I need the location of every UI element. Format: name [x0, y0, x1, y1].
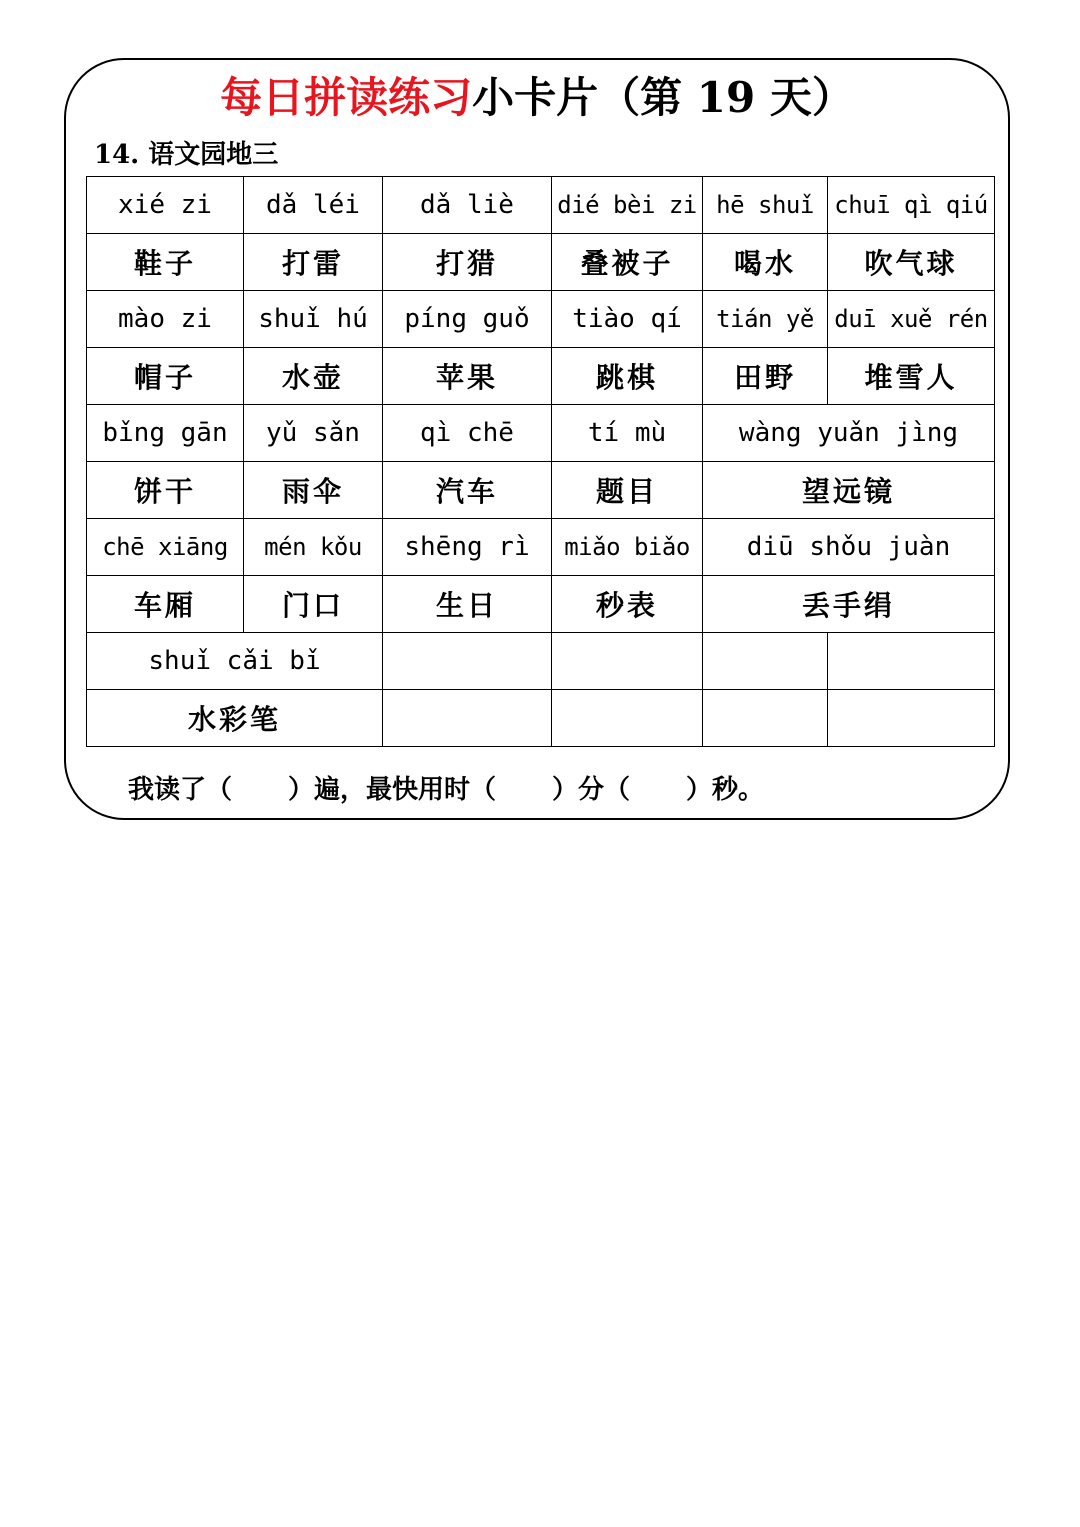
hanzi-cell: 打猎	[383, 234, 552, 291]
pinyin-cell: miǎo biǎo	[552, 519, 703, 576]
pinyin-cell: dǎ léi	[244, 177, 383, 234]
hanzi-cell: 门口	[244, 576, 383, 633]
table-row	[87, 234, 995, 291]
hanzi-cell: 帽子	[87, 348, 244, 405]
empty-cell	[552, 690, 703, 747]
pinyin-cell: xié zi	[87, 177, 244, 234]
hanzi-cell: 雨伞	[244, 462, 383, 519]
pinyin-cell: yǔ sǎn	[244, 405, 383, 462]
pinyin-cell: wàng yuǎn jìng	[703, 405, 995, 462]
reading-record-line	[128, 770, 764, 810]
pinyin-cell: diū shǒu juàn	[703, 519, 995, 576]
pinyin-cell: tián yě	[703, 291, 828, 348]
empty-cell	[383, 690, 552, 747]
pinyin-cell: mào zi	[87, 291, 244, 348]
hanzi-cell: 望远镜	[703, 462, 995, 519]
pinyin-cell: duī xuě rén	[828, 291, 995, 348]
pinyin-cell: mén kǒu	[244, 519, 383, 576]
table-row	[87, 690, 995, 747]
title-red-part: 每日拼读练习	[220, 73, 473, 122]
hanzi-cell: 饼干	[87, 462, 244, 519]
pinyin-cell: hē shuǐ	[703, 177, 828, 234]
hanzi-cell: 生日	[383, 576, 552, 633]
empty-cell	[828, 633, 995, 690]
pinyin-cell: tiào qí	[552, 291, 703, 348]
pinyin-cell: dié bèi zi	[552, 177, 703, 234]
hanzi-cell: 秒表	[552, 576, 703, 633]
footer-part-1: 我读了（	[128, 775, 233, 805]
table-row	[87, 576, 995, 633]
table-row	[87, 291, 995, 348]
pinyin-cell: shuǐ cǎi bǐ	[87, 633, 383, 690]
empty-cell	[552, 633, 703, 690]
hanzi-cell: 跳棋	[552, 348, 703, 405]
hanzi-cell: 打雷	[244, 234, 383, 291]
table-row	[87, 462, 995, 519]
title-black-part: 小卡片（第 19 天）	[472, 73, 854, 122]
pinyin-cell: bǐng gān	[87, 405, 244, 462]
pinyin-cell: chuī qì qiú	[828, 177, 995, 234]
footer-part-2: ）遍，最快用时（	[288, 775, 497, 805]
hanzi-cell: 丢手绢	[703, 576, 995, 633]
hanzi-cell: 水彩笔	[87, 690, 383, 747]
table-row	[87, 405, 995, 462]
hanzi-cell: 叠被子	[552, 234, 703, 291]
table-row	[87, 177, 995, 234]
hanzi-cell: 堆雪人	[828, 348, 995, 405]
hanzi-cell: 苹果	[383, 348, 552, 405]
hanzi-cell: 汽车	[383, 462, 552, 519]
lesson-subtitle: 14. 语文园地三	[94, 140, 279, 170]
hanzi-cell: 鞋子	[87, 234, 244, 291]
empty-cell	[703, 633, 828, 690]
pinyin-cell: qì chē	[383, 405, 552, 462]
hanzi-cell: 车厢	[87, 576, 244, 633]
hanzi-cell: 水壶	[244, 348, 383, 405]
table-row	[87, 519, 995, 576]
hanzi-cell: 田野	[703, 348, 828, 405]
hanzi-cell: 喝水	[703, 234, 828, 291]
table-row	[87, 633, 995, 690]
word-table	[86, 176, 995, 747]
empty-cell	[383, 633, 552, 690]
pinyin-cell: píng guǒ	[383, 291, 552, 348]
footer-part-4: ）秒。	[686, 775, 765, 805]
pinyin-cell: dǎ liè	[383, 177, 552, 234]
page-title	[64, 70, 1010, 126]
hanzi-cell: 吹气球	[828, 234, 995, 291]
table-row	[87, 348, 995, 405]
empty-cell	[828, 690, 995, 747]
hanzi-cell: 题目	[552, 462, 703, 519]
pinyin-cell: shēng rì	[383, 519, 552, 576]
pinyin-cell: tí mù	[552, 405, 703, 462]
pinyin-cell: chē xiāng	[87, 519, 244, 576]
footer-part-3: ）分（	[552, 775, 631, 805]
pinyin-cell: shuǐ hú	[244, 291, 383, 348]
empty-cell	[703, 690, 828, 747]
